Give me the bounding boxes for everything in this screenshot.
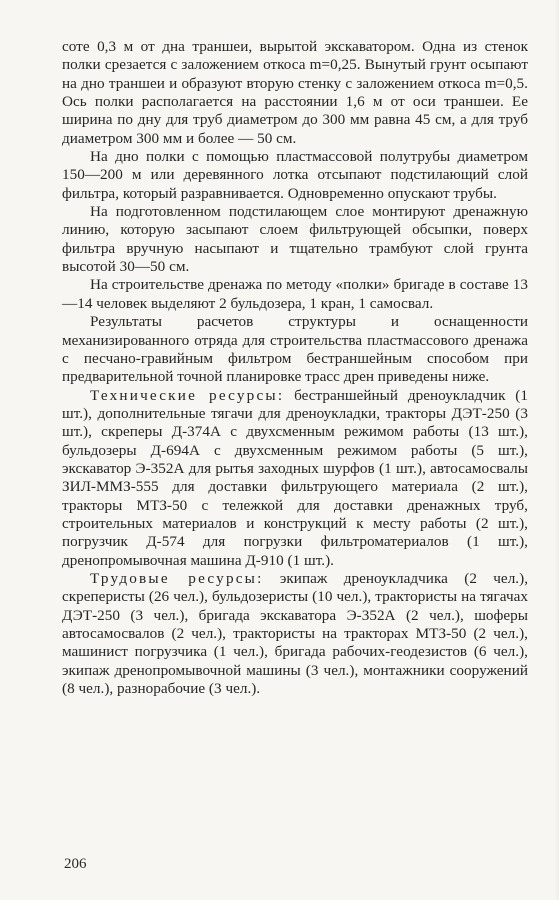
paragraph-labor-resources (62, 570, 528, 698)
paragraph-1: соте 0,3 м от дна траншеи, вырытой экскаватором. Одна из стенок полки срезается с заложением откоса m=0,25. Вынутый грунт осыпают на дно траншеи и образуют вторую стенку с заложением откоса m=0,5. Ось полки располагается на расстоянии 1,6 м от оси траншеи. Ее ширина по дну для труб диаметром до 300 мм равна 45 см, а для труб диаметром 300 мм и более — 50 см. (62, 38, 528, 147)
technical-resources-heading: Технические ресурсы: (90, 386, 285, 404)
page-body (62, 38, 528, 838)
labor-resources-heading: Трудовые ресурсы: (90, 569, 264, 587)
paragraph-5: Результаты расчетов структуры и оснащенности механизированного отряда для строительства пластмассового дренажа с песчано-гравийным фильтром бестраншейным способом при предварительной точной планировке трасс дрен приведены ниже. (62, 313, 528, 386)
paragraph-4: На строительстве дренажа по методу «полки» бригаде в составе 13—14 человек выделяют 2 бульдозера, 1 кран, 1 самосвал. (62, 276, 528, 312)
technical-resources-text: бестраншейный дреноукладчик (1 шт.), дополнительные тягачи для дреноукладки, тракторы ДЭТ-250 (3 шт.), скреперы Д-374А с двухсменным режимом работы (13 шт.), бульдозеры Д-694А с двухсменным режимом работы (5 шт.), экскаватор Э-352А для рытья заходных шурфов (1 шт.), автосамосвалы ЗИЛ-ММЗ-555 для доставки фильтрующего материала (2 шт.), тракторы МТЗ-50 с тележкой для доставки дренажных труб, строительных материалов и конструкций к месту работы (2 шт.), погрузчик Д-574 для погрузки фильтроматериалов (1 шт.), дренопромывочная машина Д-910 (1 шт.). (62, 386, 528, 569)
page-number: 206 (64, 856, 87, 872)
page-edge (554, 0, 559, 900)
paragraph-3: На подготовленном подстилающем слое монтируют дренажную линию, которую засыпают слоем фильтрующей обсыпки, поверх фильтра вручную насыпают и тщательно трамбуют слой грунта высотой 30—50 см. (62, 203, 528, 276)
labor-resources-text: экипаж дреноукладчика (2 чел.), скреперисты (26 чел.), бульдозеристы (10 чел.), трактористы на тягачах ДЭТ-250 (3 чел.), бригада экскаватора Э-352А (2 чел.), шоферы автосамосвалов (2 чел.), трактористы на тракторах МТЗ-50 (2 чел.), машинист погрузчика (1 чел.), бригада рабочих-геодезистов (6 чел.), экипаж дренопромывочной машины (3 чел.), монтажники сооружений (8 чел.), разнорабочие (3 чел.). (62, 569, 529, 698)
paragraph-2: На дно полки с помощью пластмассовой полутрубы диаметром 150—200 м или деревянного лотка отсыпают подстилающий слой фильтра, который разравнивается. Одновременно опускают трубы. (62, 148, 528, 202)
paragraph-technical-resources (62, 387, 528, 570)
